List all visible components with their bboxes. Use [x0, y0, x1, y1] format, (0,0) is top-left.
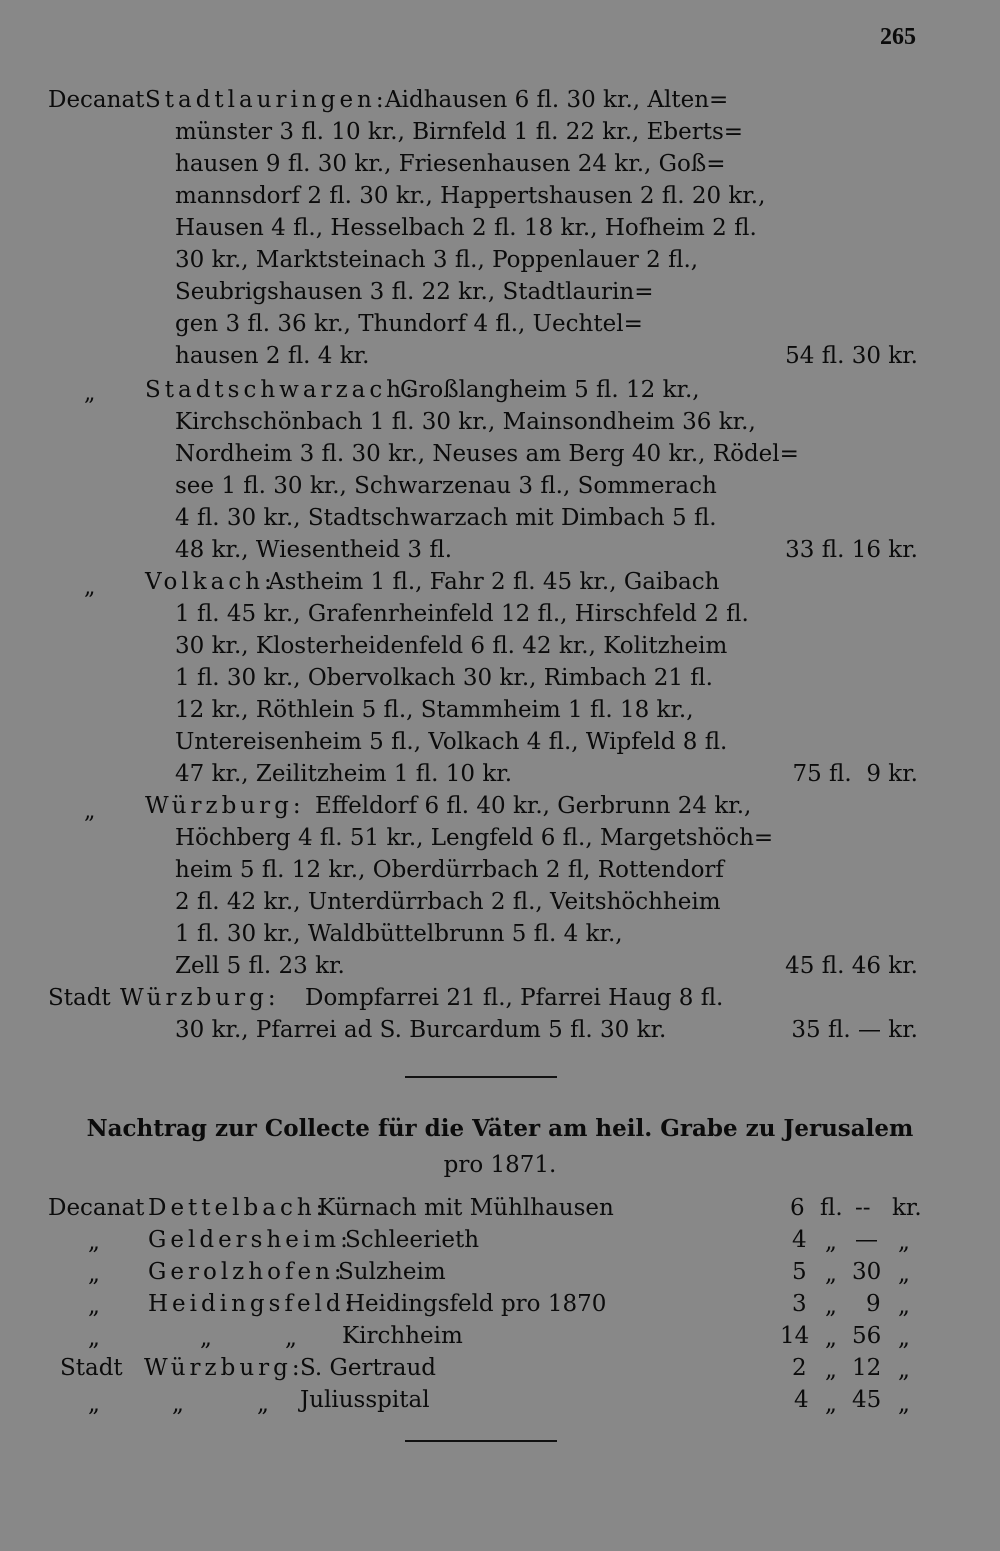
entry-line: 1 fl. 30 kr., Waldbüttelbrunn 5 fl. 4 kr.,	[175, 921, 623, 947]
entry-label: Decanat	[48, 87, 145, 113]
row-fl: 5	[792, 1259, 807, 1285]
row-fl-unit: „	[825, 1261, 837, 1287]
row-text: Sulzheim	[338, 1259, 446, 1285]
row-label: „	[88, 1293, 100, 1319]
row-kr-unit: „	[898, 1229, 910, 1255]
row-label: „	[88, 1325, 100, 1351]
row-text: Heidingsfeld pro 1870	[345, 1291, 607, 1317]
entry-line: Astheim 1 fl., Fahr 2 fl. 45 kr., Gaibach	[268, 569, 720, 595]
row-fl: 14	[780, 1323, 810, 1349]
row-fl-unit: fl.	[820, 1195, 843, 1221]
row-kr-unit: kr.	[892, 1195, 922, 1221]
row-text: Kirchheim	[342, 1323, 463, 1349]
row-kr-unit: „	[898, 1261, 910, 1287]
row-text: Juliusspital	[300, 1387, 430, 1413]
row-fl-unit: „	[825, 1357, 837, 1383]
entry-total: 45 fl. 46 kr.	[785, 953, 918, 979]
row-fl-unit: „	[825, 1293, 837, 1319]
entry-line: 48 kr., Wiesentheid 3 fl.	[175, 537, 452, 563]
entry-line: 1 fl. 45 kr., Grafenrheinfeld 12 fl., Hirschfeld 2 fl.	[175, 601, 749, 627]
entry-line: 12 kr., Röthlein 5 fl., Stammheim 1 fl. 18 kr.,	[175, 697, 694, 723]
entry-line: Großlangheim 5 fl. 12 kr.,	[400, 377, 700, 403]
section-title: Nachtrag zur Collecte für die Väter am heil. Grabe zu Jerusalem	[86, 1115, 914, 1142]
entry-line: Kirchschönbach 1 fl. 30 kr., Mainsondheim 36 kr.,	[175, 409, 756, 435]
row-kr: 9	[866, 1291, 881, 1317]
row-label: „	[88, 1391, 100, 1417]
row-fl: 2	[792, 1355, 807, 1381]
entry-line: 1 fl. 30 kr., Obervolkach 30 kr., Rimbach 21 fl.	[175, 665, 713, 691]
entry-place: Volkach:	[145, 569, 276, 595]
row-fl: 3	[792, 1291, 807, 1317]
section-subtitle: pro 1871.	[443, 1152, 557, 1178]
row-place: „ „	[200, 1325, 297, 1351]
row-kr: 56	[852, 1323, 882, 1349]
row-kr-unit: „	[898, 1357, 910, 1383]
entry-label: Stadt	[48, 985, 111, 1011]
entry-total: 54 fl. 30 kr.	[785, 343, 918, 369]
entry-line: 4 fl. 30 kr., Stadtschwarzach mit Dimbach 5 fl.	[175, 505, 717, 531]
row-label: „	[88, 1229, 100, 1255]
row-kr: —	[855, 1227, 878, 1253]
ditto-mark: „	[84, 575, 96, 600]
entry-line: Zell 5 fl. 23 kr.	[175, 953, 345, 979]
entry-place: Würzburg:	[120, 985, 280, 1011]
divider-rule	[405, 1076, 557, 1078]
row-kr-unit: „	[898, 1391, 910, 1417]
entry-line: Dompfarrei 21 fl., Pfarrei Haug 8 fl.	[305, 985, 724, 1011]
row-place: Heidingsfeld:	[148, 1291, 357, 1317]
entry-line: 47 kr., Zeilitzheim 1 fl. 10 kr.	[175, 761, 513, 787]
row-place: „ „	[172, 1391, 269, 1417]
row-fl-unit: „	[825, 1391, 837, 1417]
row-fl: 4	[792, 1227, 807, 1253]
entry-line: Effeldorf 6 fl. 40 kr., Gerbrunn 24 kr.,	[315, 793, 752, 819]
entry-line: Aidhausen 6 fl. 30 kr., Alten=	[385, 87, 729, 113]
row-text: Kürnach mit Mühlhausen	[318, 1195, 614, 1221]
row-kr-unit: „	[898, 1325, 910, 1351]
row-kr: 12	[852, 1355, 882, 1381]
entry-place: Würzburg:	[145, 793, 305, 819]
divider-rule	[405, 1440, 557, 1442]
row-kr: --	[855, 1195, 871, 1221]
entry-line: gen 3 fl. 36 kr., Thundorf 4 fl., Uechtel=	[175, 311, 643, 337]
entry-place: Stadtschwarzach:	[145, 377, 417, 403]
entry-line: Seubrigshausen 3 fl. 22 kr., Stadtlaurin=	[175, 279, 654, 305]
ditto-mark: „	[84, 799, 96, 824]
entry-line: 2 fl. 42 kr., Unterdürrbach 2 fl., Veitshöchheim	[175, 889, 721, 915]
ditto-mark: „	[84, 381, 96, 406]
entry-line: Höchberg 4 fl. 51 kr., Lengfeld 6 fl., Margetshöch=	[175, 825, 774, 851]
entry-line: münster 3 fl. 10 kr., Birnfeld 1 fl. 22 kr., Eberts=	[175, 119, 744, 145]
row-fl-unit: „	[825, 1325, 837, 1351]
row-fl: 4	[794, 1387, 809, 1413]
entry-line: Nordheim 3 fl. 30 kr., Neuses am Berg 40 kr., Rödel=	[175, 441, 799, 467]
entry-line: see 1 fl. 30 kr., Schwarzenau 3 fl., Sommerach	[175, 473, 717, 499]
row-text: S. Gertraud	[300, 1355, 437, 1381]
row-kr-unit: „	[898, 1293, 910, 1319]
entry-total: 35 fl. — kr.	[791, 1017, 918, 1043]
page-number: 265	[880, 24, 916, 50]
row-place: Geldersheim:	[148, 1227, 352, 1253]
entry-line: Untereisenheim 5 fl., Volkach 4 fl., Wipfeld 8 fl.	[175, 729, 728, 755]
row-fl: 6	[790, 1195, 805, 1221]
entry-place: Stadtlauringen:	[145, 87, 388, 113]
row-label: Decanat	[48, 1195, 145, 1221]
entry-line: heim 5 fl. 12 kr., Oberdürrbach 2 fl, Rottendorf	[175, 857, 724, 883]
entry-line: mannsdorf 2 fl. 30 kr., Happertshausen 2 fl. 20 kr.,	[175, 183, 766, 209]
entry-total: 75 fl. 9 kr.	[792, 761, 918, 787]
row-place: Gerolzhofen:	[148, 1259, 346, 1285]
entry-line: hausen 9 fl. 30 kr., Friesenhausen 24 kr., Goß=	[175, 151, 726, 177]
entry-line: 30 kr., Marktsteinach 3 fl., Poppenlauer 2 fl.,	[175, 247, 699, 273]
row-place: Dettelbach:	[148, 1195, 328, 1221]
row-kr: 30	[852, 1259, 882, 1285]
entry-line: 30 kr., Klosterheidenfeld 6 fl. 42 kr., Kolitzheim	[175, 633, 728, 659]
row-text: Schleerieth	[345, 1227, 480, 1253]
row-label: „	[88, 1261, 100, 1287]
row-fl-unit: „	[825, 1229, 837, 1255]
row-place: Würzburg:	[144, 1355, 304, 1381]
entry-line: hausen 2 fl. 4 kr.	[175, 343, 370, 369]
entry-line: Hausen 4 fl., Hesselbach 2 fl. 18 kr., Hofheim 2 fl.	[175, 215, 757, 241]
entry-line: 30 kr., Pfarrei ad S. Burcardum 5 fl. 30 kr.	[175, 1017, 667, 1043]
row-label: Stadt	[60, 1355, 123, 1381]
entry-total: 33 fl. 16 kr.	[785, 537, 918, 563]
row-kr: 45	[852, 1387, 882, 1413]
